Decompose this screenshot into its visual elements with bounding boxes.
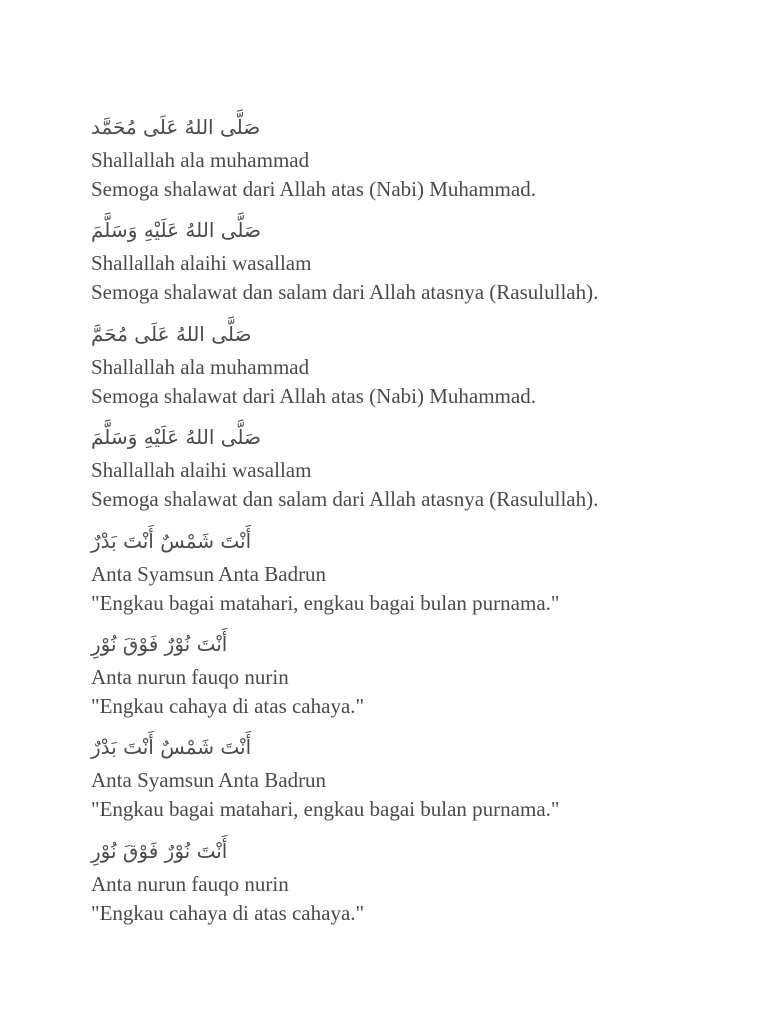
translation: "Engkau bagai matahari, engkau bagai bulan purnama." bbox=[91, 797, 560, 822]
translation: Semoga shalawat dan salam dari Allah atasnya (Rasulullah). bbox=[91, 280, 599, 305]
arabic-text: أَنْتَ نُوْرٌ فَوْقَ نُوْرِ bbox=[91, 631, 228, 656]
verse-block bbox=[91, 626, 711, 729]
transliteration: Anta Syamsun Anta Badrun bbox=[91, 768, 327, 793]
verse-block bbox=[91, 212, 711, 315]
verse-block bbox=[91, 729, 711, 832]
arabic-text: صَلَّى اللهُ عَلَى مُحَمَّ bbox=[91, 321, 252, 346]
verse-block bbox=[91, 419, 711, 522]
transliteration: Shallallah ala muhammad bbox=[91, 354, 310, 379]
transliteration: Anta nurun fauqo nurin bbox=[91, 871, 289, 896]
verse-block bbox=[91, 316, 711, 419]
arabic-text: أَنْتَ شَمْسٌ أَنْتَ بَدْرٌ bbox=[91, 735, 252, 760]
verse-block bbox=[91, 523, 711, 626]
document-page bbox=[91, 109, 711, 936]
transliteration: Shallallah alaihi wasallam bbox=[91, 458, 312, 483]
verse-block bbox=[91, 109, 711, 212]
translation: Semoga shalawat dari Allah atas (Nabi) Muhammad. bbox=[91, 383, 536, 408]
translation: "Engkau bagai matahari, engkau bagai bulan purnama." bbox=[91, 590, 560, 615]
transliteration: Shallallah alaihi wasallam bbox=[91, 251, 312, 276]
translation: Semoga shalawat dan salam dari Allah atasnya (Rasulullah). bbox=[91, 487, 599, 512]
translation: "Engkau cahaya di atas cahaya." bbox=[91, 900, 365, 925]
translation: Semoga shalawat dari Allah atas (Nabi) Muhammad. bbox=[91, 177, 536, 201]
arabic-text: أَنْتَ نُوْرٌ فَوْقَ نُوْرِ bbox=[91, 838, 228, 863]
arabic-text: صَلَّى اللهُ عَلَيْهِ وَسَلَّمَ bbox=[91, 425, 261, 450]
transliteration: Anta Syamsun Anta Badrun bbox=[91, 561, 327, 586]
verse-block bbox=[91, 833, 711, 936]
transliteration: Anta nurun fauqo nurin bbox=[91, 664, 289, 689]
arabic-text: أَنْتَ شَمْسٌ أَنْتَ بَدْرٌ bbox=[91, 528, 252, 553]
arabic-text: صَلَّى اللهُ عَلَى مُحَمَّد bbox=[91, 115, 261, 139]
transliteration: Shallallah ala muhammad bbox=[91, 148, 310, 172]
translation: "Engkau cahaya di atas cahaya." bbox=[91, 693, 365, 718]
arabic-text: صَلَّى اللهُ عَلَيْهِ وَسَلَّمَ bbox=[91, 218, 261, 243]
